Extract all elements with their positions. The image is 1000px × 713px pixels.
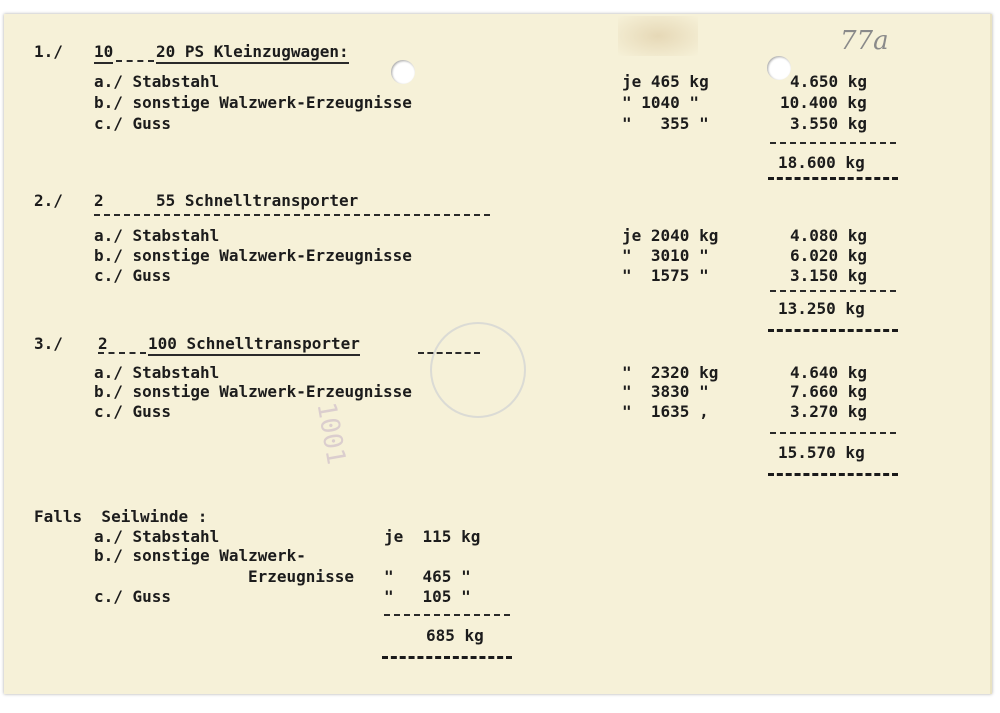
item-1-sum-double-rule: [768, 177, 898, 180]
punch-hole-right: [767, 56, 791, 80]
item-2-row-c-total: 3.150 kg: [790, 266, 868, 285]
item-1-row-c-total: 3.550 kg: [790, 114, 868, 133]
item-1-title-dash: [116, 60, 154, 62]
item-3-title: 100 Schnelltransporter: [148, 334, 360, 356]
item-2-sum-rule: [770, 290, 896, 292]
item-2-number: 2./: [34, 191, 63, 210]
item-2-row-a-unit: je 2040 kg: [622, 226, 719, 245]
stamp-number: 1001: [310, 400, 351, 467]
item-1-row-a-total: 4.650 kg: [790, 72, 868, 91]
item-2-sum-double-rule: [768, 329, 898, 332]
item-1-row-c-label: c./ Guss: [94, 114, 172, 133]
item-3-title-dash-right: [418, 352, 480, 354]
item-1-title: 20 PS Kleinzugwagen:: [156, 42, 349, 64]
falls-row-b2-unit: " 465 ": [384, 567, 471, 586]
falls-row-a-unit: je 115 kg: [384, 527, 481, 546]
falls-sum-rule: [384, 614, 510, 616]
falls-row-a-label: a./ Stabstahl: [94, 527, 220, 546]
falls-row-b-label: b./ sonstige Walzwerk-: [94, 546, 306, 565]
item-3-sum-double-rule: [768, 473, 898, 476]
item-3-title-dash-left: [98, 352, 146, 354]
falls-row-b2-label: Erzeugnisse: [248, 567, 354, 586]
item-1-row-c-unit: " 355 ": [622, 114, 709, 133]
item-2-title-underline: [94, 214, 490, 216]
faded-stamp: [430, 322, 526, 418]
item-2-qty: 2: [94, 191, 104, 210]
item-2-row-a-total: 4.080 kg: [790, 226, 868, 245]
item-2-row-b-label: b./ sonstige Walzwerk-Erzeugnisse: [94, 246, 412, 265]
item-3-qty: 2: [98, 334, 108, 353]
item-3-row-c-unit: " 1635 ,: [622, 402, 709, 421]
item-1-sum-rule: [770, 142, 896, 144]
item-3-row-a-label: a./ Stabstahl: [94, 363, 220, 382]
item-1-row-a-unit: je 465 kg: [622, 72, 709, 91]
item-2-row-b-unit: " 3010 ": [622, 246, 709, 265]
punch-hole-left: [391, 60, 415, 84]
falls-row-c-label: c./ Guss: [94, 587, 172, 606]
item-2-row-c-label: c./ Guss: [94, 266, 172, 285]
item-1-row-b-total: 10.400 kg: [780, 93, 867, 112]
item-3-row-a-total: 4.640 kg: [790, 363, 868, 382]
item-3-row-c-total: 3.270 kg: [790, 402, 868, 421]
falls-heading: Falls Seilwinde :: [34, 507, 208, 526]
item-1-number: 1./: [34, 42, 63, 61]
item-3-row-b-label: b./ sonstige Walzwerk-Erzeugnisse: [94, 382, 412, 401]
item-3-row-c-label: c./ Guss: [94, 402, 172, 421]
item-3-row-b-unit: " 3830 ": [622, 382, 709, 401]
item-1-row-b-label: b./ sonstige Walzwerk-Erzeugnisse: [94, 93, 412, 112]
paper-stain: [618, 16, 698, 56]
item-1-qty: 10: [94, 42, 113, 64]
falls-sum-double-rule: [382, 656, 512, 659]
item-1-row-b-unit: " 1040 ": [622, 93, 700, 112]
item-3-number: 3./: [34, 334, 63, 353]
falls-sum: 685 kg: [426, 626, 484, 645]
handwritten-page-note: 77a: [840, 26, 889, 56]
item-2-row-b-total: 6.020 kg: [790, 246, 868, 265]
falls-row-c-unit: " 105 ": [384, 587, 471, 606]
item-3-sum-rule: [770, 432, 896, 434]
item-2-sum: 13.250 kg: [778, 299, 865, 318]
item-2-title: 55 Schnelltransporter: [156, 191, 359, 210]
item-2-row-c-unit: " 1575 ": [622, 266, 709, 285]
item-1-sum: 18.600 kg: [778, 153, 865, 172]
item-1-row-a-label: a./ Stabstahl: [94, 72, 220, 91]
item-3-sum: 15.570 kg: [778, 443, 865, 462]
item-3-row-a-unit: " 2320 kg: [622, 363, 719, 382]
item-2-row-a-label: a./ Stabstahl: [94, 226, 220, 245]
item-3-row-b-total: 7.660 kg: [790, 382, 868, 401]
